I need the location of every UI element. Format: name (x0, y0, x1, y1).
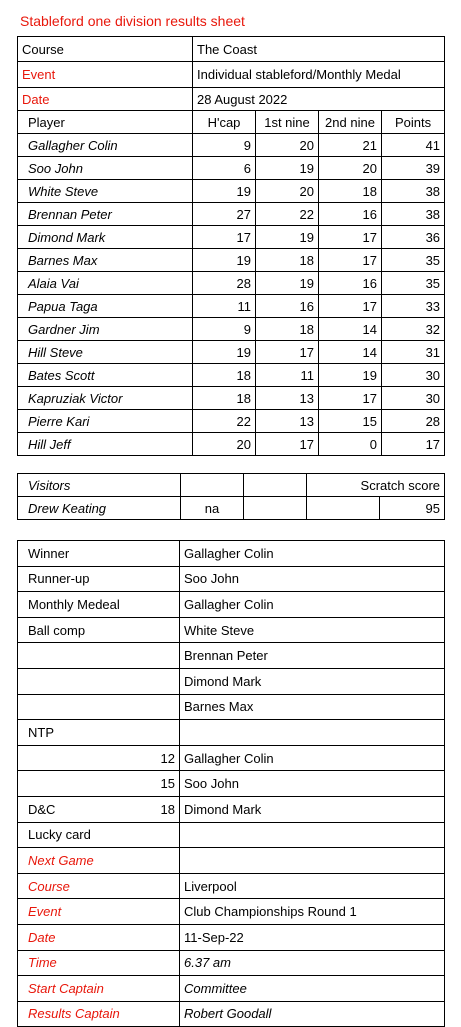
award-row (18, 745, 445, 771)
table-row (18, 226, 445, 249)
next-date-label: Date (18, 924, 180, 950)
award-row (18, 822, 445, 848)
player-second-nine: 20 (319, 157, 382, 180)
table-row (18, 364, 445, 387)
next-date-value: 11-Sep-22 (180, 924, 445, 950)
player-points: 33 (382, 295, 445, 318)
award-winner: Dimond Mark (180, 668, 445, 694)
table-header-row (18, 111, 445, 134)
player-points: 30 (382, 364, 445, 387)
player-name: Hill Jeff (18, 433, 193, 456)
player-hcap: 18 (193, 364, 256, 387)
player-first-nine: 19 (256, 157, 319, 180)
player-first-nine: 16 (256, 295, 319, 318)
player-points: 38 (382, 203, 445, 226)
player-name: Pierre Kari (18, 410, 193, 433)
course-label: Course (18, 37, 193, 62)
player-second-nine: 14 (319, 341, 382, 364)
player-hcap: 27 (193, 203, 256, 226)
player-first-nine: 11 (256, 364, 319, 387)
scratch-score-label: Scratch score (307, 474, 445, 497)
player-second-nine: 14 (319, 318, 382, 341)
sheet-title: Stableford one division results sheet (20, 13, 245, 29)
player-second-nine: 17 (319, 249, 382, 272)
award-row (18, 643, 445, 669)
player-first-nine: 20 (256, 180, 319, 203)
column-header-first-nine: 1st nine (256, 111, 319, 134)
award-label: Winner (18, 541, 138, 567)
award-label: Ball comp (18, 617, 138, 643)
award-label (18, 643, 138, 669)
player-second-nine: 16 (319, 272, 382, 295)
next-time-row (18, 950, 445, 976)
award-winner: Gallagher Colin (180, 745, 445, 771)
next-course-row (18, 873, 445, 899)
award-winner (180, 720, 445, 746)
player-points: 36 (382, 226, 445, 249)
player-points: 38 (382, 180, 445, 203)
player-name: Gardner Jim (18, 318, 193, 341)
player-points: 28 (382, 410, 445, 433)
player-second-nine: 0 (319, 433, 382, 456)
player-first-nine: 17 (256, 433, 319, 456)
player-name: Papua Taga (18, 295, 193, 318)
award-number (138, 822, 180, 848)
award-row (18, 541, 445, 567)
visitors-empty-cell (307, 497, 380, 520)
player-hcap: 28 (193, 272, 256, 295)
player-first-nine: 13 (256, 387, 319, 410)
award-winner (180, 822, 445, 848)
date-row (18, 88, 445, 111)
award-number (138, 720, 180, 746)
award-label: Lucky card (18, 822, 138, 848)
award-winner: White Steve (180, 617, 445, 643)
award-row (18, 592, 445, 618)
next-course-label: Course (18, 873, 180, 899)
player-points: 39 (382, 157, 445, 180)
event-value: Individual stableford/Monthly Medal (193, 62, 445, 88)
award-row (18, 566, 445, 592)
event-row (18, 62, 445, 88)
player-hcap: 22 (193, 410, 256, 433)
player-points: 31 (382, 341, 445, 364)
player-second-nine: 18 (319, 180, 382, 203)
player-name: Brennan Peter (18, 203, 193, 226)
visitor-score: 95 (380, 497, 445, 520)
award-number (138, 643, 180, 669)
player-first-nine: 13 (256, 410, 319, 433)
next-event-label: Event (18, 899, 180, 925)
player-points: 17 (382, 433, 445, 456)
award-label: D&C (18, 796, 138, 822)
next-course-value: Liverpool (180, 873, 445, 899)
start-captain-value: Committee (180, 976, 445, 1002)
player-rows (18, 134, 445, 456)
start-captain-label: Start Captain (18, 976, 180, 1002)
visitors-table (17, 473, 445, 520)
player-second-nine: 17 (319, 387, 382, 410)
date-label: Date (18, 88, 193, 111)
award-number: 12 (138, 745, 180, 771)
table-row (18, 180, 445, 203)
results-table (17, 36, 445, 456)
player-name: Soo John (18, 157, 193, 180)
award-number: 18 (138, 796, 180, 822)
column-header-player: Player (18, 111, 193, 134)
date-value: 28 August 2022 (193, 88, 445, 111)
player-hcap: 17 (193, 226, 256, 249)
next-game-row (18, 848, 445, 874)
next-date-row (18, 924, 445, 950)
player-second-nine: 15 (319, 410, 382, 433)
next-time-value: 6.37 am (180, 950, 445, 976)
column-header-hcap: H'cap (193, 111, 256, 134)
player-points: 35 (382, 249, 445, 272)
award-row (18, 694, 445, 720)
player-first-nine: 22 (256, 203, 319, 226)
player-first-nine: 19 (256, 226, 319, 249)
player-first-nine: 20 (256, 134, 319, 157)
player-first-nine: 17 (256, 341, 319, 364)
award-winner: Soo John (180, 566, 445, 592)
award-number (138, 592, 180, 618)
player-hcap: 18 (193, 387, 256, 410)
player-points: 35 (382, 272, 445, 295)
player-name: White Steve (18, 180, 193, 203)
player-hcap: 19 (193, 341, 256, 364)
award-winner: Gallagher Colin (180, 592, 445, 618)
course-value: The Coast (193, 37, 445, 62)
next-time-label: Time (18, 950, 180, 976)
award-row (18, 720, 445, 746)
course-row (18, 37, 445, 62)
column-header-points: Points (382, 111, 445, 134)
player-points: 30 (382, 387, 445, 410)
next-game-empty-cell (180, 848, 445, 874)
player-second-nine: 17 (319, 226, 382, 249)
table-row (18, 295, 445, 318)
award-winner: Soo John (180, 771, 445, 797)
award-number: 15 (138, 771, 180, 797)
award-rows (18, 541, 445, 848)
award-row (18, 617, 445, 643)
award-label: Monthly Medeal (18, 592, 138, 618)
player-second-nine: 19 (319, 364, 382, 387)
award-label (18, 694, 138, 720)
player-second-nine: 16 (319, 203, 382, 226)
award-number (138, 566, 180, 592)
start-captain-row (18, 976, 445, 1002)
player-hcap: 20 (193, 433, 256, 456)
next-event-value: Club Championships Round 1 (180, 899, 445, 925)
visitors-label: Visitors (18, 474, 181, 497)
player-hcap: 11 (193, 295, 256, 318)
table-row (18, 410, 445, 433)
player-name: Kapruziak Victor (18, 387, 193, 410)
award-winner: Barnes Max (180, 694, 445, 720)
column-header-second-nine: 2nd nine (319, 111, 382, 134)
table-row (18, 203, 445, 226)
event-label: Event (18, 62, 193, 88)
player-points: 32 (382, 318, 445, 341)
visitors-empty-cell (181, 474, 244, 497)
award-label (18, 745, 138, 771)
player-name: Barnes Max (18, 249, 193, 272)
table-row (18, 433, 445, 456)
visitors-empty-cell (244, 474, 307, 497)
award-row (18, 771, 445, 797)
visitor-row (18, 497, 445, 520)
player-second-nine: 21 (319, 134, 382, 157)
next-event-row (18, 899, 445, 925)
player-first-nine: 18 (256, 249, 319, 272)
table-row (18, 318, 445, 341)
table-row (18, 134, 445, 157)
player-name: Alaia Vai (18, 272, 193, 295)
visitor-hcap: na (181, 497, 244, 520)
player-hcap: 19 (193, 249, 256, 272)
award-label (18, 668, 138, 694)
award-number (138, 541, 180, 567)
table-row (18, 272, 445, 295)
results-captain-value: Robert Goodall (180, 1001, 445, 1027)
player-name: Dimond Mark (18, 226, 193, 249)
player-hcap: 9 (193, 134, 256, 157)
award-number (138, 694, 180, 720)
table-row (18, 157, 445, 180)
table-row (18, 249, 445, 272)
player-second-nine: 17 (319, 295, 382, 318)
player-first-nine: 18 (256, 318, 319, 341)
award-label (18, 771, 138, 797)
award-winner: Dimond Mark (180, 796, 445, 822)
visitor-name: Drew Keating (18, 497, 181, 520)
player-first-nine: 19 (256, 272, 319, 295)
award-winner: Brennan Peter (180, 643, 445, 669)
player-hcap: 6 (193, 157, 256, 180)
next-game-heading: Next Game (18, 848, 180, 874)
player-hcap: 19 (193, 180, 256, 203)
player-name: Gallagher Colin (18, 134, 193, 157)
award-row (18, 668, 445, 694)
award-winner: Gallagher Colin (180, 541, 445, 567)
player-hcap: 9 (193, 318, 256, 341)
table-row (18, 341, 445, 364)
award-number (138, 668, 180, 694)
results-captain-label: Results Captain (18, 1001, 180, 1027)
award-row (18, 796, 445, 822)
visitors-header-row (18, 474, 445, 497)
awards-table (17, 540, 445, 1027)
player-points: 41 (382, 134, 445, 157)
award-label: Runner-up (18, 566, 138, 592)
award-label: NTP (18, 720, 138, 746)
visitors-empty-cell (244, 497, 307, 520)
award-number (138, 617, 180, 643)
player-name: Bates Scott (18, 364, 193, 387)
player-name: Hill Steve (18, 341, 193, 364)
table-row (18, 387, 445, 410)
